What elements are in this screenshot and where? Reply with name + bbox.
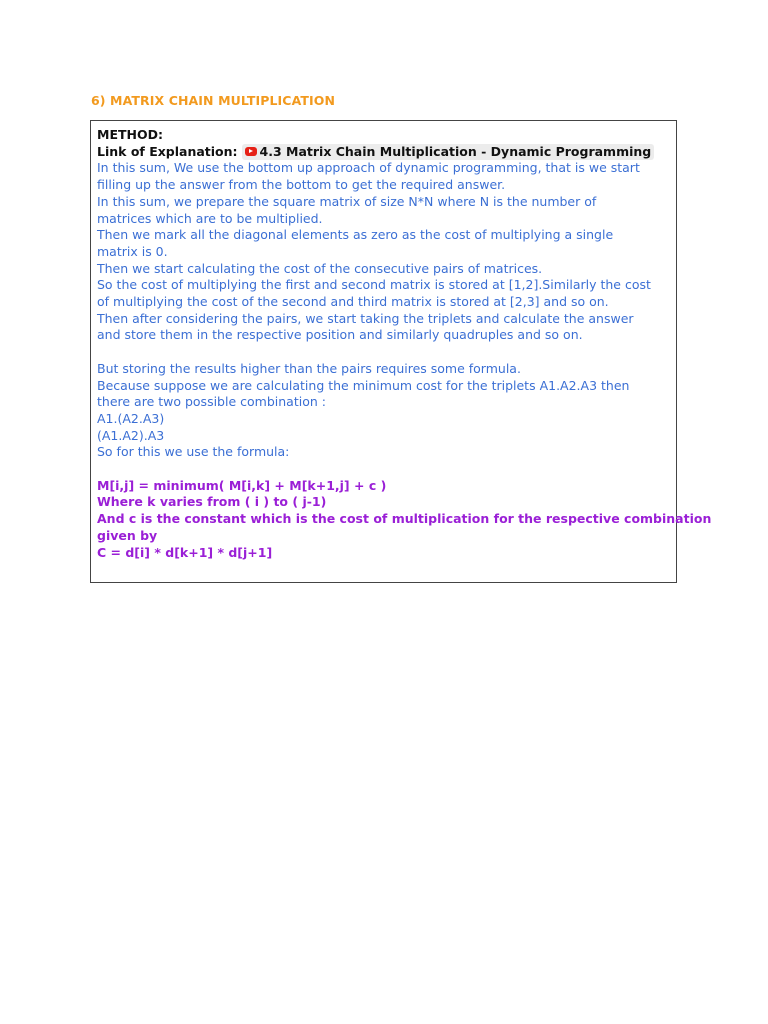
spacer — [97, 344, 670, 361]
paragraph-line: Then after considering the pairs, we start taking the triplets and calculate the answer — [97, 310, 634, 326]
paragraph-line: there are two possible combination : — [97, 394, 326, 410]
paragraph-line: matrices which are to be multiplied. — [97, 210, 323, 226]
explanation-video-link[interactable] — [242, 144, 655, 160]
paragraph-line: In this sum, We use the bottom up approach of dynamic programming, that is we start — [97, 160, 640, 176]
link-text: 4.3 Matrix Chain Multiplication - Dynamic Programming — [259, 143, 652, 159]
paragraph-line: matrix is 0. — [97, 243, 168, 259]
formula-line: C = d[i] * d[k+1] * d[j+1] — [97, 544, 273, 560]
paragraph-line: filling up the answer from the bottom to get the required answer. — [97, 177, 506, 193]
spacer — [97, 461, 670, 478]
section-title: 6) MATRIX CHAIN MULTIPLICATION — [91, 93, 336, 108]
link-label: Link of Explanation: — [97, 143, 238, 159]
paragraph-line: In this sum, we prepare the square matrix of size N*N where N is the number of — [97, 193, 597, 209]
formula-line: M[i,j] = minimum( M[i,k] + M[k+1,j] + c ) — [97, 477, 387, 493]
paragraph-line: So for this we use the formula: — [97, 444, 290, 460]
paragraph-line: and store them in the respective position and similarly quadruples and so on. — [97, 327, 583, 343]
paragraph-line: So the cost of multiplying the first and second matrix is stored at [1,2].Similarly the cost — [97, 277, 651, 293]
youtube-icon — [245, 147, 257, 156]
method-box — [90, 120, 712, 583]
paragraph-line: But storing the results higher than the pairs requires some formula. — [97, 360, 521, 376]
formula-line: And c is the constant which is the cost of multiplication for the respective combination — [97, 511, 712, 527]
formula-line: given by — [97, 527, 158, 543]
paragraph-line: of multiplying the cost of the second and third matrix is stored at [2,3] and so on. — [97, 294, 609, 310]
method-heading: METHOD: — [97, 127, 163, 142]
paragraph-line: Then we mark all the diagonal elements as zero as the cost of multiplying a single — [97, 227, 614, 243]
paragraph-line: A1.(A2.A3) — [97, 410, 165, 426]
paragraph-line: (A1.A2).A3 — [97, 427, 165, 443]
paragraph-line: Then we start calculating the cost of the consecutive pairs of matrices. — [97, 260, 543, 276]
formula-line: Where k varies from ( i ) to ( j-1) — [97, 494, 327, 510]
explanation-link-row — [97, 144, 670, 161]
paragraph-line: Because suppose we are calculating the minimum cost for the triplets A1.A2.A3 then — [97, 377, 630, 393]
